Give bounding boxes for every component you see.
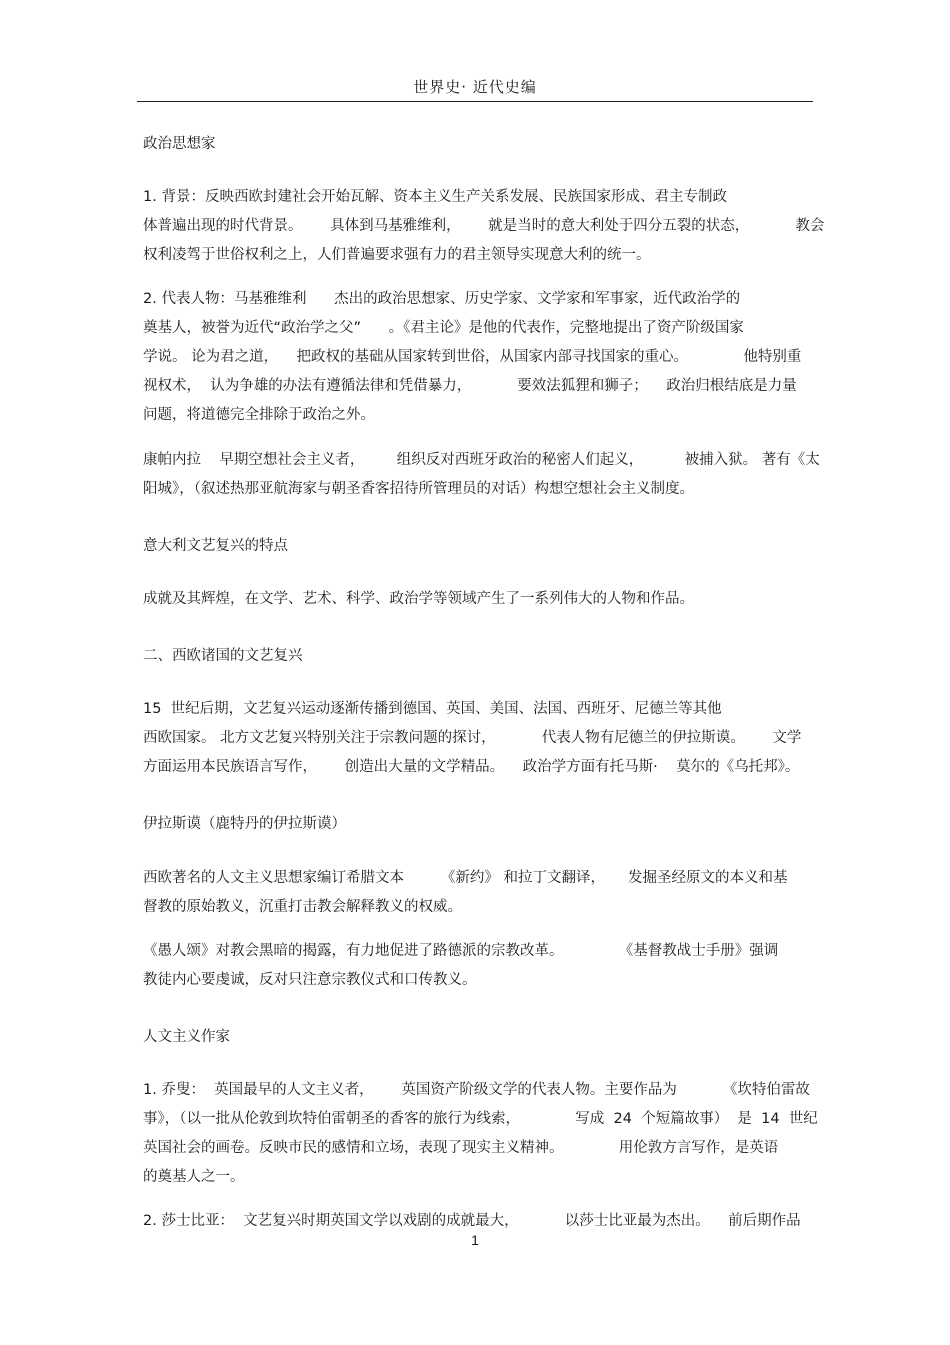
page-header-title: 世界史· 近代史编	[413, 78, 537, 96]
text-line: 英国社会的画卷。反映市民的感情和立场，表现了现实主义精神。 用伦敦方言写作，是英语	[143, 1140, 779, 1156]
section-heading: 伊拉斯谟（鹿特丹的伊拉斯谟）	[143, 816, 346, 832]
text-line: 学说。 论为君之道， 把政权的基础从国家转到世俗，从国家内部寻找国家的重心。 他特别重	[143, 349, 802, 365]
text-line: 奠基人，被誉为近代“政治学之父” 。《君主论》是他的代表作，完整地提出了资产阶级国家	[143, 320, 744, 336]
text-line: 2. 莎士比亚： 文艺复兴时期英国文学以戏剧的成就最大， 以莎士比亚最为杰出。 前后期作品	[143, 1213, 801, 1229]
text-line: 康帕内拉 早期空想社会主义者， 组织反对西班牙政治的秘密人们起义， 被捕入狱。 著有《太	[143, 452, 820, 468]
text-line: 1. 背景：反映西欧封建社会开始瓦解、资本主义生产关系发展、民族国家形成、君主专制政	[143, 189, 727, 205]
page-number: 1	[471, 1232, 479, 1248]
text-line: 成就及其辉煌，在文学、艺术、科学、政治学等领域产生了一系列伟大的人物和作品。	[143, 591, 694, 607]
text-line: 视权术， 认为争雄的办法有遵循法律和凭借暴力， 要效法狐狸和狮子； 政治归根结底是力量	[143, 378, 797, 394]
text-line: 方面运用本民族语言写作， 创造出大量的文学精品。 政治学方面有托马斯· 莫尔的《乌托邦》。	[143, 759, 800, 775]
header-rule	[137, 101, 813, 102]
text-line: 事》，（以一批从伦敦到坎特伯雷朝圣的香客的旅行为线索， 写成 24 个短篇故事） 是 14 世纪	[143, 1111, 818, 1127]
text-line: 西欧国家。 北方文艺复兴特别关注于宗教问题的探讨， 代表人物有尼德兰的伊拉斯谟。 文学	[143, 730, 802, 746]
text-line: 问题，将道德完全排除于政治之外。	[143, 407, 375, 423]
section-heading: 意大利文艺复兴的特点	[143, 538, 288, 554]
text-line: 的奠基人之一。	[143, 1169, 245, 1185]
text-line: 教徒内心要虔诚，反对只注意宗教仪式和口传教义。	[143, 972, 477, 988]
text-line: 阳城》，（叙述热那亚航海家与朝圣香客招待所管理员的对话）构想空想社会主义制度。	[143, 481, 694, 497]
section-heading: 政治思想家	[143, 136, 216, 152]
text-line: 西欧著名的人文主义思想家编订希腊文本 《新约》 和拉丁文翻译， 发掘圣经原文的本义和基	[143, 870, 788, 886]
section-heading: 二、西欧诸国的文艺复兴	[143, 648, 303, 664]
text-line: 2. 代表人物：马基雅维利 杰出的政治思想家、历史学家、文学家和军事家，近代政治学的	[143, 291, 741, 307]
text-line: 权利凌驾于世俗权利之上，人们普遍要求强有力的君主领导实现意大利的统一。	[143, 247, 651, 263]
text-line: 《愚人颂》对教会黑暗的揭露，有力地促进了路德派的宗教改革。 《基督教战士手册》强调	[143, 943, 779, 959]
text-line: 15 世纪后期，文艺复兴运动逐渐传播到德国、英国、美国、法国、西班牙、尼德兰等其他	[143, 701, 722, 717]
text-line: 1. 乔叟： 英国最早的人文主义者， 英国资产阶级文学的代表人物。主要作品为 《坎特伯雷故	[143, 1082, 810, 1098]
section-heading: 人文主义作家	[143, 1029, 230, 1045]
text-line: 督教的原始教义，沉重打击教会解释教义的权威。	[143, 899, 462, 915]
text-line: 体普遍出现的时代背景。 具体到马基雅维利， 就是当时的意大利处于四分五裂的状态， 教会	[143, 218, 825, 234]
